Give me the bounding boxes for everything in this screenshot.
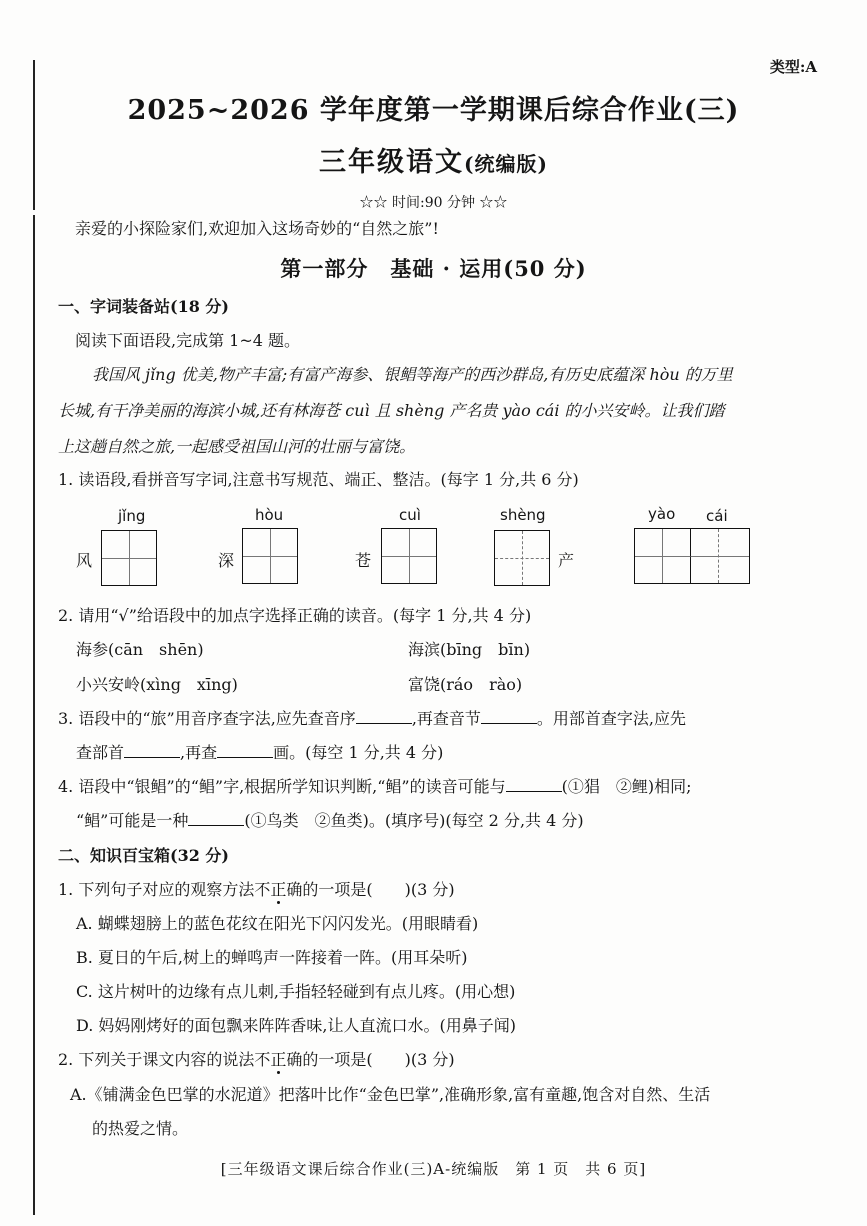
- choice-option-d[interactable]: D. 妈妈刚烤好的面包飘来阵阵香味,让人直流口水。(用鼻子闻): [76, 1016, 517, 1035]
- writing-grid-box[interactable]: [381, 528, 437, 584]
- exam-subtitle: [0, 140, 867, 179]
- pinyin-label: cuì: [399, 506, 421, 524]
- pinyin-label: yào: [648, 505, 676, 523]
- writing-grid-box[interactable]: [101, 530, 157, 586]
- pinyin-label: shèng: [500, 506, 546, 524]
- pinyin-label: jǐng: [118, 507, 146, 525]
- choice-option-b[interactable]: B. 夏日的午后,树上的蝉鸣声一阵接着一阵。(用耳朵听): [76, 948, 468, 967]
- word-prefix: 深: [218, 551, 235, 570]
- reading-paragraph-line: 上这趟自然之旅,一起感受祖国山河的壮丽与富饶。: [58, 437, 416, 456]
- subject-label: 三年级语文: [319, 147, 465, 178]
- pinyin-label: cái: [706, 507, 728, 525]
- word-prefix: 苍: [355, 551, 372, 570]
- pronunciation-option[interactable]: 富饶(ráo rào): [408, 675, 523, 694]
- pinyin-label: hòu: [255, 506, 284, 524]
- section-one-intro: 阅读下面语段,完成第 1~4 题。: [75, 331, 301, 350]
- q3-text: 。用部首查字法,应先: [536, 709, 686, 728]
- reading-paragraph-line: 长城,有干净美丽的海滨小城,还有林海苍 cuì 且 shèng 产名贵 yào cái 的小兴安岭。让我们踏: [58, 401, 725, 420]
- word-suffix: 产: [558, 551, 575, 570]
- answer-blank[interactable]: [217, 743, 273, 758]
- question-line: [58, 774, 692, 797]
- writing-grid-box[interactable]: [494, 530, 550, 586]
- pronunciation-option[interactable]: 海参(cān shēn): [76, 640, 204, 659]
- time-limit: ☆☆ 时间:90 分钟 ☆☆: [359, 195, 508, 211]
- question-line: [76, 740, 443, 763]
- answer-blank[interactable]: [481, 709, 537, 724]
- question-stem: 2. 请用“√”给语段中的加点字选择正确的读音。(每字 1 分,共 4 分): [58, 606, 532, 625]
- section-one-title: 一、字词装备站(18 分): [58, 297, 229, 316]
- question-stem: 1. 读语段,看拼音写字词,注意书写规范、端正、整洁。(每字 1 分,共 6 分): [58, 470, 579, 489]
- answer-blank[interactable]: [356, 709, 412, 724]
- q3-text: 查部首: [76, 743, 125, 762]
- q3-text: ,再查音节: [411, 709, 481, 728]
- choice-option-c[interactable]: C. 这片树叶的边缘有点儿刺,手指轻轻碰到有点儿疼。(用心想): [76, 982, 516, 1001]
- question-stem: [58, 1047, 455, 1070]
- answer-blank[interactable]: [188, 811, 244, 826]
- writing-grid-double-box[interactable]: [634, 528, 750, 584]
- q3-text: 画。(每空 1 分,共 4 分): [273, 743, 444, 762]
- binding-margin-line: [33, 60, 35, 210]
- word-prefix: 风: [76, 551, 93, 570]
- answer-blank[interactable]: [506, 777, 562, 792]
- choice-option-a[interactable]: A. 蝴蝶翅膀上的蓝色花纹在阳光下闪闪发光。(用眼睛看): [76, 914, 479, 933]
- question-stem: [58, 877, 455, 900]
- stem-text: 2. 下列关于课文内容的说法: [58, 1050, 255, 1069]
- writing-grid-box[interactable]: [242, 528, 298, 584]
- q3-text: ,再查: [180, 743, 218, 762]
- stem-text: 的一项是( )(3 分): [302, 880, 455, 899]
- exam-title: 2025~2026 学年度第一学期课后综合作业(三): [127, 95, 740, 126]
- q4-text: (①猖 ②鲤)相同;: [561, 777, 692, 796]
- choice-option-a-continued: 的热爱之情。: [92, 1119, 189, 1138]
- stem-text: 的一项是( )(3 分): [302, 1050, 455, 1069]
- emphasis-text: 不正确: [254, 880, 303, 899]
- reading-paragraph-line: 我国风 jǐng 优美,物产丰富;有富产海参、银鲳等海产的西沙群岛,有历史底蕴深 hòu 的万里: [92, 365, 733, 384]
- question-line: [58, 706, 686, 729]
- choice-option-a[interactable]: A.《铺满金色巴掌的水泥道》把落叶比作“金色巴掌”,准确形象,富有童趣,饱含对自然、生活: [70, 1085, 711, 1104]
- paper-type-tag: 类型:A: [769, 58, 817, 76]
- page-footer: [三年级语文课后综合作业(三)A-统编版 第 1 页 共 6 页]: [220, 1160, 647, 1178]
- q3-text: 3. 语段中的“旅”用音序查字法,应先查音序: [58, 709, 356, 728]
- q4-text: (①鸟类 ②鱼类)。(填序号)(每空 2 分,共 4 分): [244, 811, 584, 830]
- pronunciation-option[interactable]: 小兴安岭(xìng xīng): [76, 675, 238, 694]
- q4-text: “鲳”可能是一种: [76, 811, 189, 830]
- part-one-title: 第一部分 基础 · 运用(50 分): [280, 256, 587, 281]
- section-two-title: 二、知识百宝箱(32 分): [58, 846, 229, 865]
- pronunciation-option[interactable]: 海滨(bīng bīn): [408, 640, 531, 659]
- edition-label: (统编版): [464, 152, 548, 176]
- emphasis-text: 不正确: [254, 1050, 303, 1069]
- question-line: [76, 808, 584, 831]
- stem-text: 1. 下列句子对应的观察方法: [58, 880, 255, 899]
- greeting-text: 亲爱的小探险家们,欢迎加入这场奇妙的“自然之旅”!: [75, 219, 439, 238]
- binding-margin-line: [33, 215, 35, 1215]
- answer-blank[interactable]: [124, 743, 180, 758]
- q4-text: 4. 语段中“银鲳”的“鲳”字,根据所学知识判断,“鲳”的读音可能与: [58, 777, 506, 796]
